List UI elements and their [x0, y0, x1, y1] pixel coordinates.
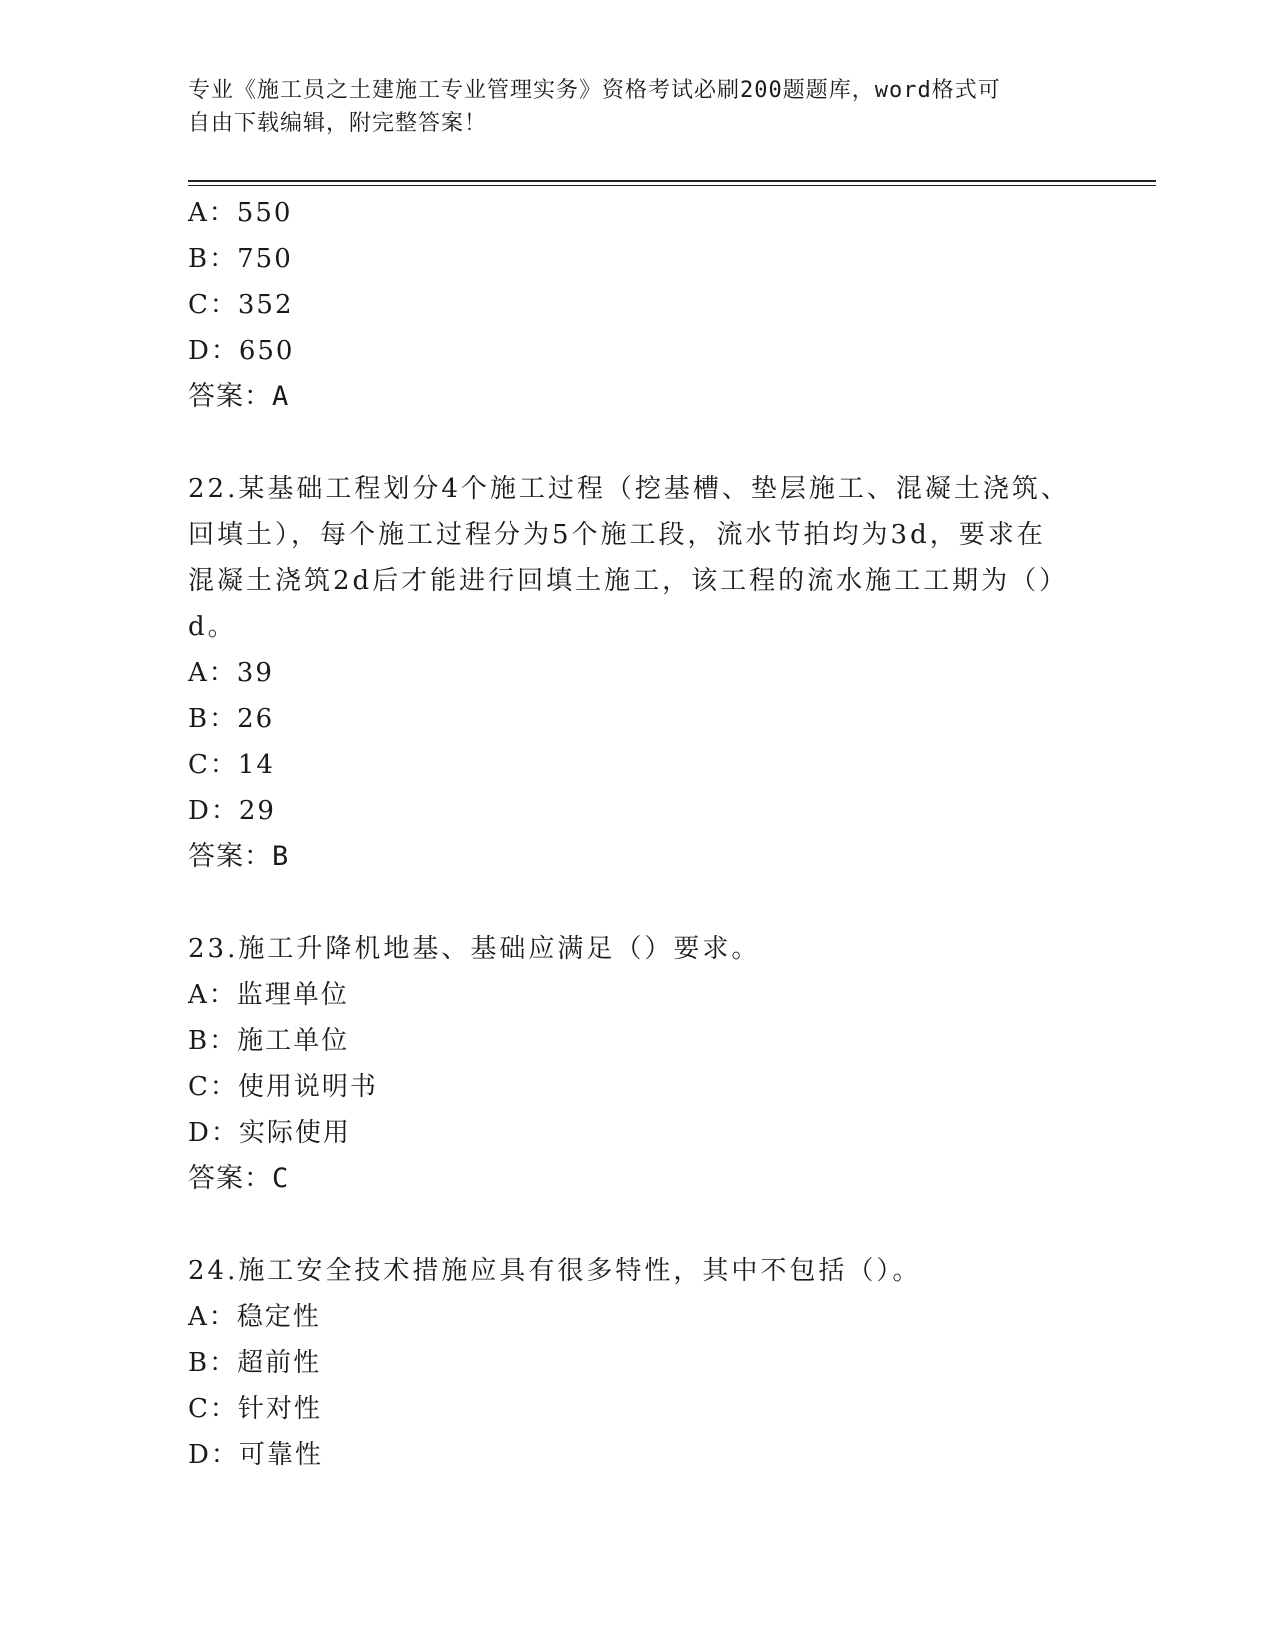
answer-value: C — [272, 1163, 290, 1194]
option-b: B：26 — [188, 704, 275, 734]
option-a: A：550 — [188, 198, 293, 228]
option-d: D：29 — [188, 796, 276, 826]
spacer — [188, 880, 1088, 926]
header-divider-thin — [188, 185, 1156, 186]
answer-label: 答案： — [188, 1163, 272, 1194]
option-c: C：针对性 — [188, 1394, 322, 1424]
question-22 — [188, 466, 1088, 880]
questions-content — [188, 190, 1088, 1478]
header-line-1: 专业《施工员之土建施工专业管理实务》资格考试必刷200题题库，word格式可 — [188, 78, 1001, 103]
question-text-line: d。 — [188, 612, 237, 642]
option-c: C：使用说明书 — [188, 1072, 378, 1102]
question-text-line: 混凝土浇筑2d后才能进行回填土施工，该工程的流水施工工期为（） — [188, 566, 1069, 596]
header-divider-thick — [188, 180, 1156, 182]
header-line-2: 自由下载编辑，附完整答案！ — [188, 111, 488, 136]
answer-label: 答案： — [188, 841, 272, 872]
question-text-line: 回填土），每个施工过程分为5个施工段，流水节拍均为3d，要求在 — [188, 520, 1046, 550]
question-23 — [188, 926, 1088, 1202]
question-text-line: 22.某基础工程划分4个施工过程（挖基槽、垫层施工、混凝土浇筑、 — [188, 474, 1070, 504]
option-c: C：14 — [188, 750, 275, 780]
option-d: D：实际使用 — [188, 1118, 351, 1148]
option-b: B：750 — [188, 244, 293, 274]
question-24 — [188, 1248, 1088, 1478]
answer-line — [188, 374, 1088, 420]
answer-label: 答案： — [188, 381, 272, 412]
spacer — [188, 1202, 1088, 1248]
answer-value: B — [272, 841, 290, 872]
option-d: D：可靠性 — [188, 1440, 323, 1470]
answer-line — [188, 1156, 1088, 1202]
option-a: A：监理单位 — [188, 980, 349, 1010]
option-a: A：稳定性 — [188, 1302, 321, 1332]
spacer — [188, 420, 1088, 466]
question-text: 23.施工升降机地基、基础应满足（）要求。 — [188, 934, 761, 964]
option-c: C：352 — [188, 290, 294, 320]
answer-line — [188, 834, 1088, 880]
question-text: 24.施工安全技术措施应具有很多特性，其中不包括（）。 — [188, 1256, 922, 1286]
question-21 — [188, 190, 1088, 420]
answer-value: A — [272, 381, 290, 412]
option-d: D：650 — [188, 336, 295, 366]
option-b: B：施工单位 — [188, 1026, 350, 1056]
option-b: B：超前性 — [188, 1348, 322, 1378]
option-a: A：39 — [188, 658, 274, 688]
document-header — [188, 74, 1088, 140]
